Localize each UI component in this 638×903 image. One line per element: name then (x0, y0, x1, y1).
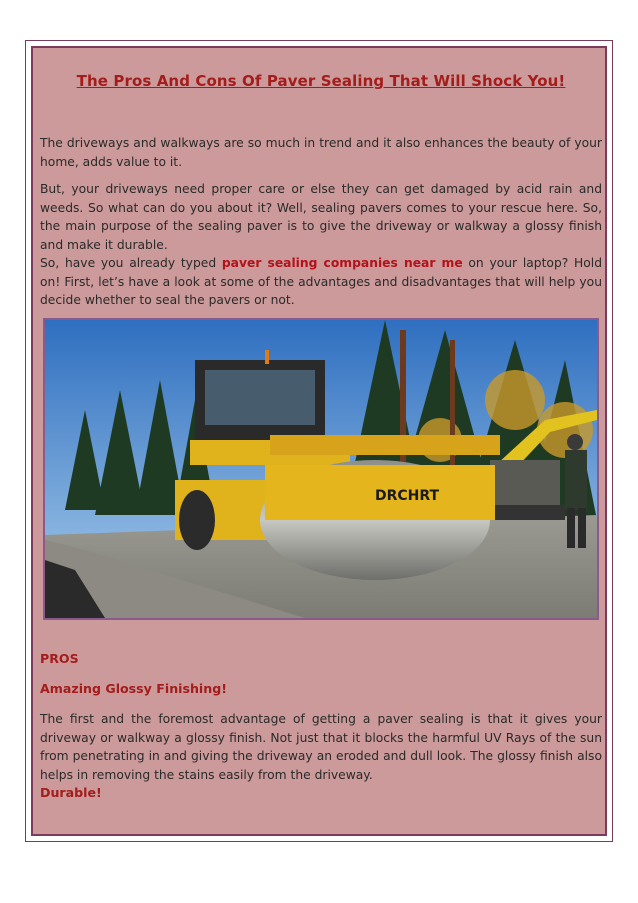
search-paragraph (40, 254, 602, 310)
search-paragraph-tail: on your laptop? Hold on! First, let’s have a look at some of the advantages and disadvantages that will help you decide whether to seal the pavers or not. (40, 256, 603, 307)
machine-brand: DRCHRT (375, 488, 440, 504)
page-title: The Pros And Cons Of Paver Sealing That Will Shock You! (76, 72, 566, 90)
glossy-paragraph: The first and the foremost advantage of getting a paver sealing is that it gives your driveway or walkway a glossy finish. Not just that it blocks the harmful UV Rays of the sun from penetrating in and giving the driveway an eroded and dull look. The glossy finish also helps in removing the stains easily from the driveway. (40, 712, 602, 782)
durable-subheading: Durable! (40, 785, 102, 800)
road-roller-illustration (45, 320, 597, 618)
intro-paragraph: The driveways and walkways are so much in trend and it also enhances the beauty of your home, adds value to it. (40, 136, 602, 169)
glossy-subheading: Amazing Glossy Finishing! (40, 681, 227, 696)
road-roller-photo (43, 318, 599, 620)
care-paragraph: But, your driveways need proper care or else they can get damaged by acid rain and weeds. So what can do you about it? Well, sealing pavers comes to your rescue here. So, the main purpose of the sealing paver is to give the driveway or walkway a glossy finish and make it durable. (40, 182, 602, 252)
search-paragraph-lead: So, have you already typed (40, 256, 222, 270)
page-panel (31, 46, 607, 836)
keyword-highlight: paver sealing companies near me (221, 256, 463, 270)
pros-heading: PROS (40, 651, 79, 666)
